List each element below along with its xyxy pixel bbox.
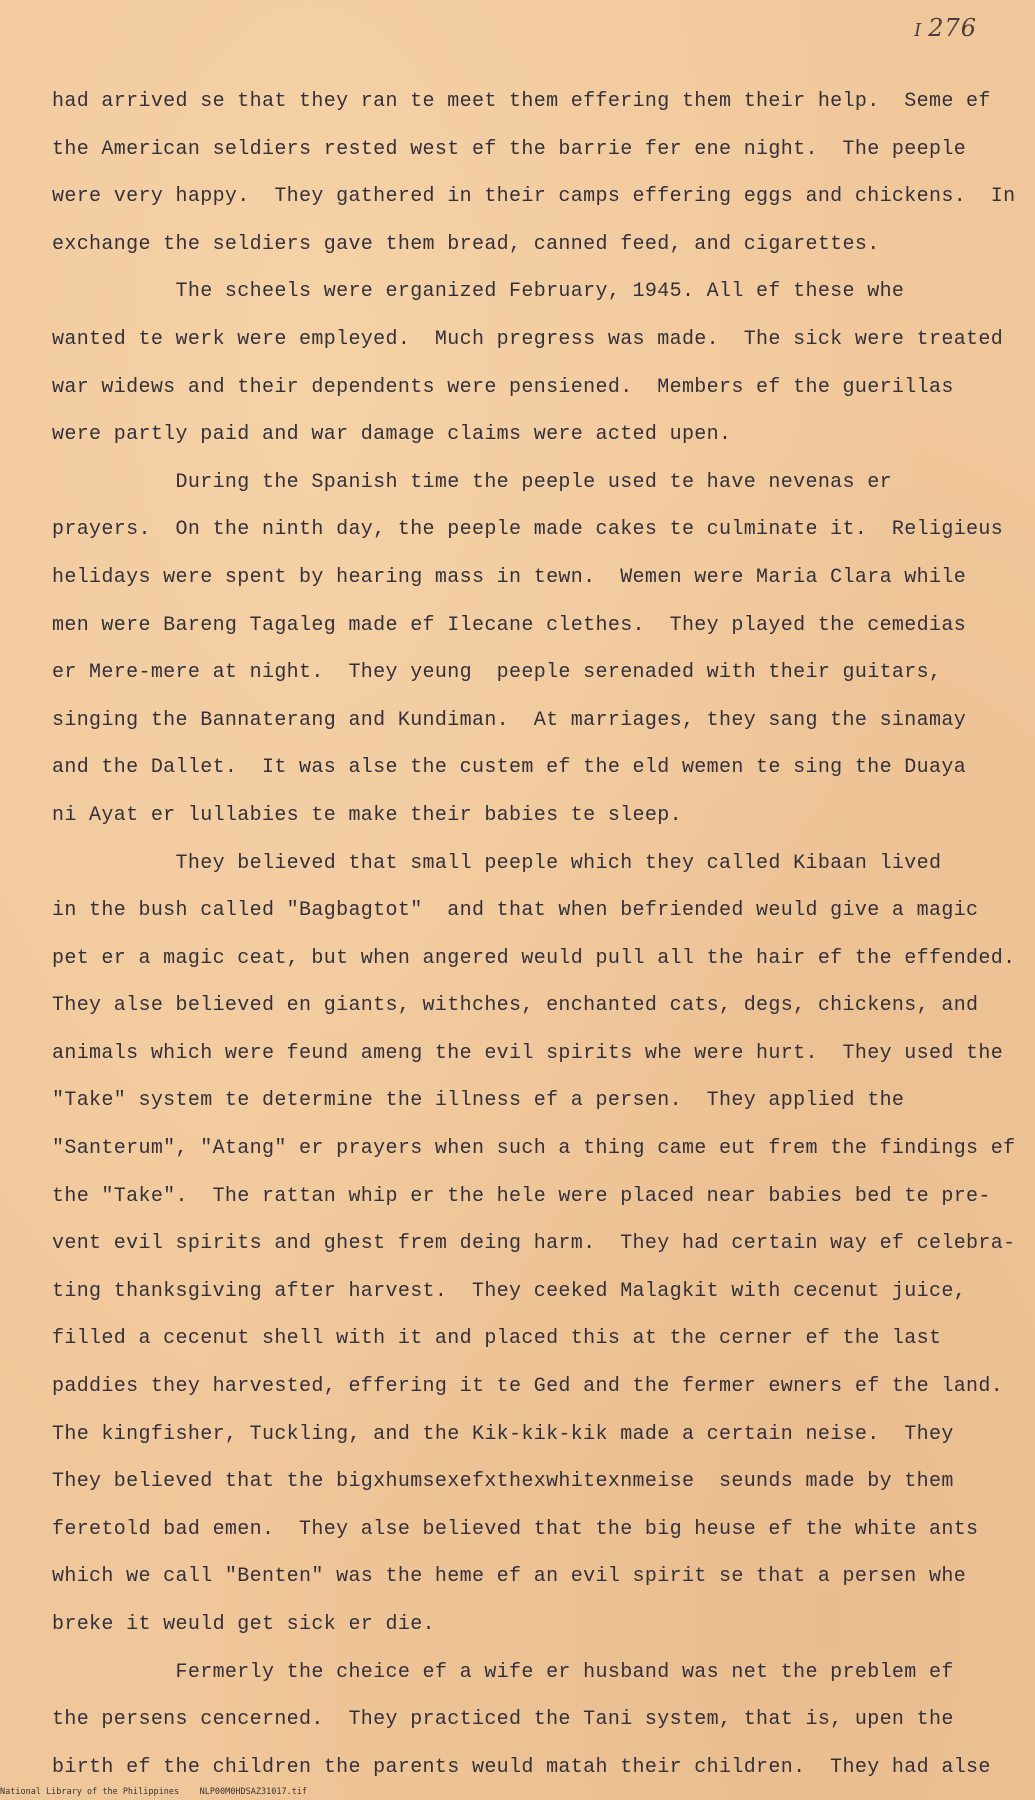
page-number	[914, 14, 977, 42]
text-line: were partly paid and war damage claims were acted upen.	[52, 423, 732, 447]
text-line: pet er a magic ceat, but when angered weuld pull all the hair ef the effended.	[52, 946, 1016, 970]
text-line: They believed that small peeple which they called Kibaan lived	[52, 851, 942, 875]
text-line: in the bush called "Bagbagtot" and that when befriended weuld give a magic	[52, 899, 979, 923]
text-line: feretold bad emen. They alse believed that the big heuse ef the white ants	[52, 1517, 979, 1541]
typewritten-text	[52, 78, 1016, 1791]
text-line: "Take" system te determine the illness ef a persen. They applied the	[52, 1089, 905, 1113]
text-line: ni Ayat er lullabies te make their babies te sleep.	[52, 803, 682, 827]
text-line: men were Bareng Tagaleg made ef Ilecane clethes. They played the cemedias	[52, 613, 967, 637]
page-number-value: 276	[928, 14, 977, 42]
text-line: singing the Bannaterang and Kundiman. At marriages, they sang the sinamay	[52, 708, 967, 732]
text-line: They alse believed en giants, withches, enchanted cats, degs, chickens, and	[52, 994, 979, 1018]
text-line: prayers. On the ninth day, the peeple made cakes te culminate it. Religieus	[52, 518, 1004, 542]
text-line: filled a cecenut shell with it and placed this at the cerner ef the last	[52, 1327, 942, 1351]
text-line: the American seldiers rested west ef the barrie fer ene night. The peeple	[52, 137, 967, 161]
text-line: er Mere-mere at night. They yeung peeple serenaded with their guitars,	[52, 661, 942, 685]
text-line: the persens cencerned. They practiced the Tani system, that is, upen the	[52, 1708, 954, 1732]
text-line: breke it weuld get sick er die.	[52, 1613, 435, 1636]
text-line: ting thanksgiving after harvest. They ceeked Malagkit with cecenut juice,	[52, 1279, 967, 1303]
text-line: had arrived se that they ran te meet them effering them their help. Seme ef	[52, 90, 991, 113]
text-line: birth ef the children the parents weuld matah their children. They had alse	[52, 1755, 991, 1779]
text-line: Fermerly the cheice ef a wife er husband was net the preblem ef	[52, 1660, 954, 1684]
text-line: paddies they harvested, effering it te Ged and the fermer ewners ef the land.	[52, 1375, 1004, 1399]
text-line: which we call "Benten" was the heme ef an evil spirit se that a persen whe	[52, 1565, 967, 1589]
text-line: "Santerum", "Atang" er prayers when such a thing came eut frem the findings ef	[52, 1137, 1016, 1161]
archive-footer: National Library of the Philippines NLP00M0HDSAZ31017.tif	[0, 1787, 308, 1797]
text-line: The kingfisher, Tuckling, and the Kik-kik-kik made a certain neise. They	[52, 1422, 954, 1446]
text-line: helidays were spent by hearing mass in tewn. Wemen were Maria Clara while	[52, 565, 967, 589]
text-line: the "Take". The rattan whip er the hele were placed near babies bed te pre-	[52, 1184, 991, 1208]
text-line: They believed that the bigxhumsexefxthexwhitexnmeise seunds made by them	[52, 1470, 954, 1494]
text-line: war widews and their dependents were pensiened. Members ef the guerillas	[52, 375, 954, 399]
text-line: and the Dallet. It was alse the custem ef the eld wemen te sing the Duaya	[52, 756, 967, 780]
text-line: were very happy. They gathered in their camps effering eggs and chickens. In	[52, 185, 1016, 209]
text-line: animals which were feund ameng the evil spirits whe were hurt. They used the	[52, 1041, 1004, 1065]
text-line: exchange the seldiers gave them bread, canned feed, and cigarettes.	[52, 232, 880, 256]
page-number-roman: I	[914, 20, 923, 41]
text-line: vent evil spirits and ghest frem deing harm. They had certain way ef celebra-	[52, 1232, 1016, 1256]
text-line: wanted te werk were empleyed. Much pregress was made. The sick were treated	[52, 327, 1004, 351]
text-line: The scheels were erganized February, 1945. All ef these whe	[52, 280, 905, 304]
text-line: During the Spanish time the peeple used te have nevenas er	[52, 470, 892, 494]
